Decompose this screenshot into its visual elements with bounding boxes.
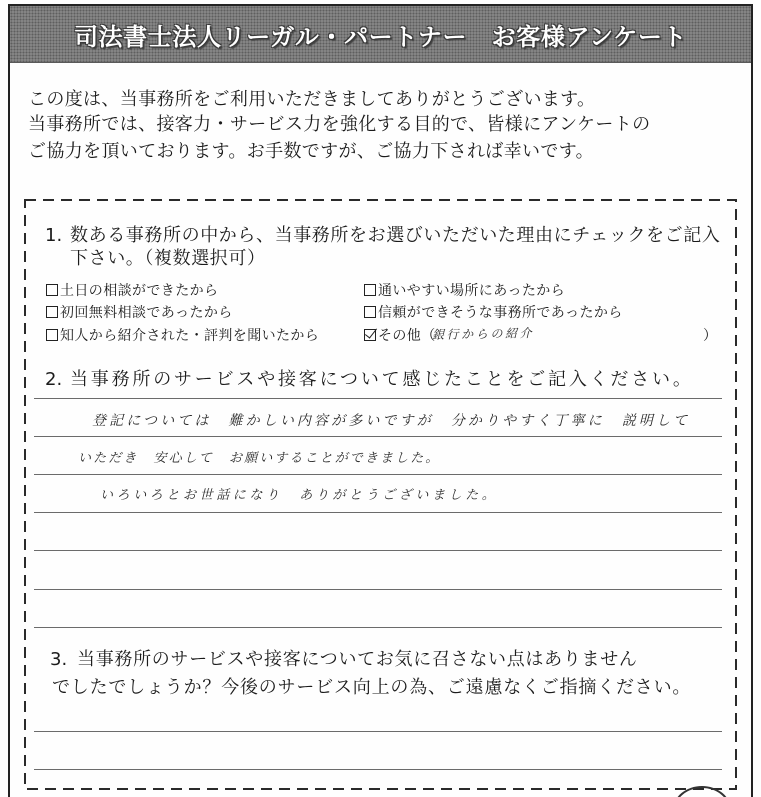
checkbox[interactable]	[46, 306, 58, 318]
intro-line-2: 当事務所では、接客力・サービス力を強化する目的で、皆様にアンケートの	[28, 114, 651, 135]
q2-number: 2.	[45, 369, 63, 390]
answer-line	[34, 550, 722, 551]
q3-question-line-1	[50, 647, 638, 673]
option-other-answer[interactable]: 銀行からの紹介	[431, 326, 535, 342]
q3-number: 3.	[50, 649, 68, 670]
partial-circle-mark	[668, 784, 738, 797]
option-other-label: その他（	[378, 328, 436, 344]
answer-line	[34, 731, 722, 732]
q2-handwritten-answer-line-1: 登記については 難かしい内容が多いですが 分かりやすく丁寧に 説明して	[92, 413, 691, 429]
checkbox[interactable]	[364, 306, 376, 318]
option-convenient-location[interactable]	[364, 281, 565, 301]
option-label: 信頼ができそうな事務所であったから	[378, 305, 623, 321]
answer-line	[34, 436, 722, 437]
q2-answer-area[interactable]	[34, 397, 722, 629]
q2-text: 当事務所のサービスや接客について感じたことをご記入ください。	[70, 369, 694, 390]
survey-header	[10, 6, 751, 63]
option-trustworthy-office[interactable]	[364, 303, 623, 323]
answer-line	[34, 398, 722, 399]
q3-answer-area[interactable]	[34, 730, 722, 771]
option-weekend-consultation[interactable]	[46, 281, 218, 301]
q2-handwritten-answer-line-2: いただき 安心して お願いすることができました。	[78, 451, 441, 466]
q1-number: 1.	[45, 225, 63, 246]
q3-text-line-1: 当事務所のサービスや接客についてお気に召さない点はありません	[77, 649, 638, 670]
q2-handwritten-answer-line-3: いろいろとお世話になり ありがとうございました。	[100, 488, 499, 503]
answer-line	[34, 769, 722, 770]
intro-line-3: ご協力を頂いております。お手数ですが、ご協力下されば幸いです。	[28, 141, 594, 162]
q2-question	[45, 367, 694, 393]
answer-line	[34, 589, 722, 590]
checkbox[interactable]	[46, 284, 58, 296]
answer-line	[34, 474, 722, 475]
answer-line	[34, 512, 722, 513]
option-referral-reputation[interactable]	[46, 326, 319, 346]
q1-text-line-1: 数ある事務所の中から、当事務所をお選びいただいた理由にチェックをご記入	[70, 225, 721, 246]
option-other[interactable]	[364, 326, 436, 346]
circle-outline	[673, 786, 731, 797]
option-other-close-paren: ）	[703, 328, 717, 344]
option-label: 通いやすい場所にあったから	[378, 283, 566, 299]
checkbox[interactable]	[364, 329, 376, 341]
intro-line-1: この度は、当事務所をご利用いただきましてありがとうございます。	[28, 89, 596, 110]
option-label: 初回無料相談であったから	[60, 305, 233, 321]
survey-title: 司法書士法人リーガル・パートナー お客様アンケート	[73, 22, 688, 51]
option-free-first-consultation[interactable]	[46, 303, 233, 323]
checkbox[interactable]	[46, 329, 58, 341]
q1-text-line-2: 下さい。（複数選択可）	[70, 248, 266, 269]
option-label: 土日の相談ができたから	[60, 283, 219, 299]
answer-line	[34, 627, 722, 628]
q3-text-line-2: でしたでしょうか？今後のサービス向上の為、ご遠慮なくご指摘ください。	[52, 677, 692, 698]
option-label: 知人から紹介された・評判を聞いたから	[60, 328, 320, 344]
checkbox[interactable]	[364, 284, 376, 296]
